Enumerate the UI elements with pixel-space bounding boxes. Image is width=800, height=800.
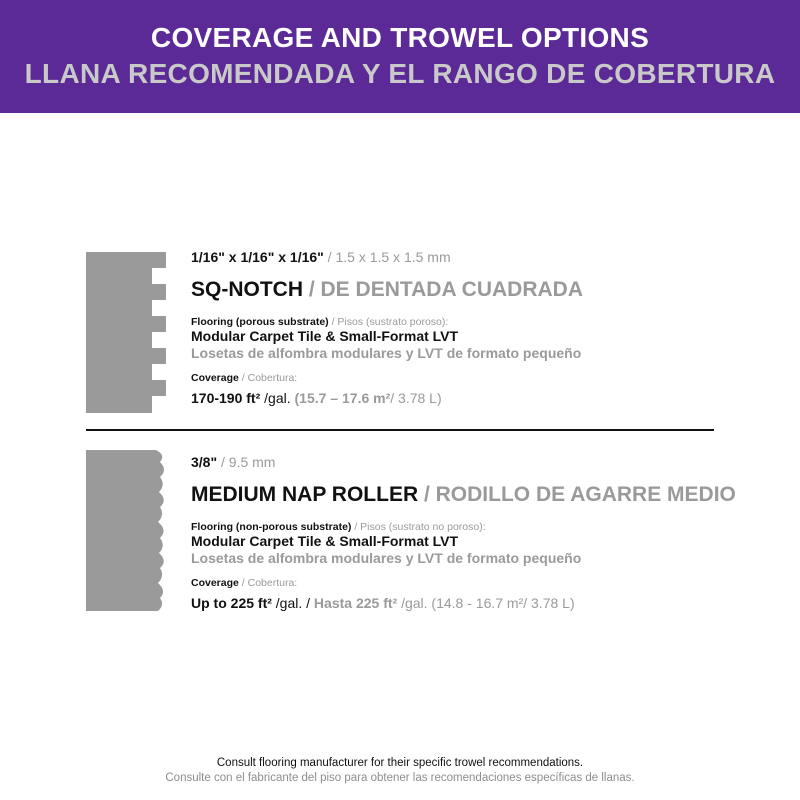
section-divider <box>86 429 714 431</box>
trowel-name: MEDIUM NAP ROLLER / RODILLO DE AGARRE MEDIO <box>191 483 736 506</box>
coverage-label: Coverage / Cobertura: <box>191 372 298 384</box>
flooring-label: Flooring (porous substrate) / Pisos (sustrato poroso): <box>191 316 449 328</box>
header-banner <box>0 0 800 113</box>
product-spanish: Losetas de alfombra modulares y LVT de formato pequeño <box>191 345 582 361</box>
nap-roller-trowel-icon <box>86 450 168 611</box>
square-notch-trowel-icon <box>86 252 166 413</box>
product-block-nap-roller <box>191 454 751 611</box>
product-spanish: Losetas de alfombra modulares y LVT de formato pequeño <box>191 550 582 566</box>
product-english: Modular Carpet Tile & Small-Format LVT <box>191 533 459 549</box>
trowel-name: SQ-NOTCH / DE DENTADA CUADRADA <box>191 278 584 301</box>
coverage-value: 170-190 ft² /gal. (15.7 – 17.6 m²/ 3.78 L) <box>191 390 442 406</box>
product-english: Modular Carpet Tile & Small-Format LVT <box>191 328 459 344</box>
coverage-label: Coverage / Cobertura: <box>191 577 298 589</box>
footer-note-spanish: Consulte con el fabricante del piso para obtener las recomendaciones específicas de llanas. <box>165 772 635 784</box>
title-english: COVERAGE AND TROWEL OPTIONS <box>150 22 650 53</box>
coverage-value: Up to 225 ft² /gal. / Hasta 225 ft² /gal. (14.8 - 16.7 m²/ 3.78 L) <box>191 595 575 611</box>
trowel-size: 1/16" x 1/16" x 1/16" / 1.5 x 1.5 x 1.5 mm <box>191 249 451 265</box>
footer-note-english: Consult flooring manufacturer for their specific trowel recommendations. <box>216 757 584 769</box>
flooring-label: Flooring (non-porous substrate) / Pisos (sustrato no poroso): <box>191 521 486 533</box>
product-block-sq-notch <box>191 249 751 406</box>
title-spanish: LLANA RECOMENDADA Y EL RANGO DE COBERTURA <box>24 58 776 89</box>
footer-note <box>0 756 800 786</box>
trowel-size: 3/8" / 9.5 mm <box>191 454 276 470</box>
